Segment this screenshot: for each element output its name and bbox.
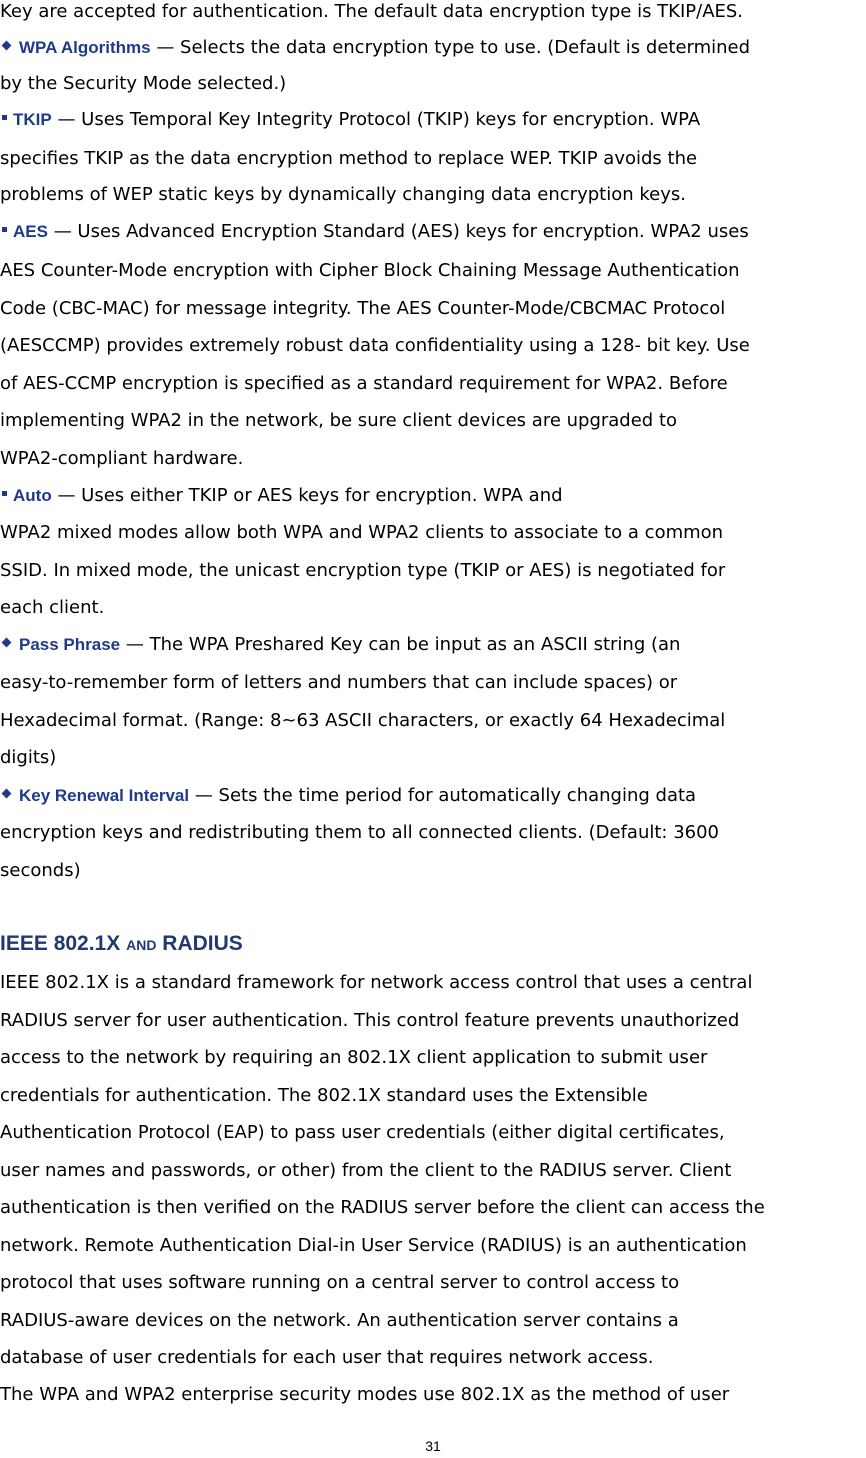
paragraph-line: encryption keys and redistributing them to all connected clients. (Default: 3600 xyxy=(0,822,720,843)
page-number: 31 xyxy=(425,1438,441,1454)
paragraph-line: protocol that uses software running on a central server to control access to xyxy=(0,1272,680,1293)
heading-part: RADIUS xyxy=(156,932,243,955)
bullet-item-wpa-algorithms xyxy=(0,36,866,60)
paragraph-line: easy-to-remember form of letters and numbers that can include spaces) or xyxy=(0,672,678,693)
paragraph-line: problems of WEP static keys by dynamically changing data encryption keys. xyxy=(0,184,686,205)
term-description: — Uses Temporal Key Integrity Protocol (TKIP) keys for encryption. WPA xyxy=(51,109,701,130)
paragraph-line: seconds) xyxy=(0,860,81,881)
paragraph-line: (AESCCMP) provides extremely robust data confidentiality using a 128- bit key. Use xyxy=(0,335,750,356)
term-description: — Selects the data encryption type to use. (Default is determined xyxy=(150,37,751,58)
paragraph-line: IEEE 802.1X is a standard framework for network access control that uses a central xyxy=(0,972,753,993)
paragraph-line: user names and passwords, or other) from the client to the RADIUS server. Client xyxy=(0,1160,732,1181)
term-label: AES xyxy=(13,222,48,241)
paragraph-line: WPA2-compliant hardware. xyxy=(0,448,244,469)
paragraph-line: SSID. In mixed mode, the unicast encryption type (TKIP or AES) is negotiated for xyxy=(0,560,726,581)
paragraph-line: Key are accepted for authentication. The default data encryption type is TKIP/AES. xyxy=(0,1,744,22)
term-label: Pass Phrase xyxy=(19,635,121,654)
paragraph-line: Authentication Protocol (EAP) to pass user credentials (either digital certificates, xyxy=(0,1122,725,1143)
square-bullet-icon xyxy=(2,115,7,120)
paragraph-line: digits) xyxy=(0,747,57,768)
paragraph-line: each client. xyxy=(0,597,105,618)
paragraph-line: by the Security Mode selected.) xyxy=(0,73,287,94)
term-description: — Sets the time period for automatically changing data xyxy=(189,785,697,806)
diamond-bullet-icon xyxy=(2,788,12,798)
bullet-item-key-renewal-interval xyxy=(0,784,866,808)
paragraph-line: AES Counter-Mode encryption with Cipher Block Chaining Message Authentication xyxy=(0,260,740,281)
paragraph-line: implementing WPA2 in the network, be sure client devices are upgraded to xyxy=(0,410,678,431)
bullet-item-pass-phrase xyxy=(0,633,866,657)
term-description: — The WPA Preshared Key can be input as an ASCII string (an xyxy=(120,634,681,655)
term-label: Key Renewal Interval xyxy=(19,786,190,805)
paragraph-line: RADIUS-aware devices on the network. An authentication server contains a xyxy=(0,1310,679,1331)
heading-small-caps: AND xyxy=(126,937,157,953)
sub-bullet-item-tkip xyxy=(0,108,866,132)
term-label: Auto xyxy=(13,486,52,505)
paragraph-line: credentials for authentication. The 802.1X standard uses the Extensible xyxy=(0,1085,648,1106)
sub-bullet-item-auto xyxy=(0,484,866,508)
sub-bullet-item-aes xyxy=(0,220,866,244)
paragraph-line: of AES-CCMP encryption is specified as a standard requirement for WPA2. Before xyxy=(0,373,728,394)
paragraph-line: Hexadecimal format. (Range: 8~63 ASCII characters, or exactly 64 Hexadecimal xyxy=(0,710,726,731)
diamond-bullet-icon xyxy=(2,40,12,50)
paragraph-line: Code (CBC-MAC) for message integrity. The AES Counter-Mode/CBCMAC Protocol xyxy=(0,298,726,319)
paragraph-line: network. Remote Authentication Dial-in User Service (RADIUS) is an authentication xyxy=(0,1235,747,1256)
section-heading xyxy=(0,930,243,959)
term-label: TKIP xyxy=(13,110,52,129)
paragraph-line: authentication is then verified on the RADIUS server before the client can access the xyxy=(0,1197,765,1218)
paragraph-line: The WPA and WPA2 enterprise security modes use 802.1X as the method of user xyxy=(0,1384,730,1405)
term-description: — Uses either TKIP or AES keys for encryption. WPA and xyxy=(51,485,563,506)
paragraph-line: database of user credentials for each user that requires network access. xyxy=(0,1347,654,1368)
term-description: — Uses Advanced Encryption Standard (AES) keys for encryption. WPA2 uses xyxy=(47,221,749,242)
paragraph-line: specifies TKIP as the data encryption method to replace WEP. TKIP avoids the xyxy=(0,148,698,169)
paragraph-line: RADIUS server for user authentication. This control feature prevents unauthorized xyxy=(0,1010,740,1031)
square-bullet-icon xyxy=(2,491,7,496)
diamond-bullet-icon xyxy=(2,637,12,647)
term-label: WPA Algorithms xyxy=(19,38,151,57)
heading-part: IEEE 802.1X xyxy=(0,932,127,955)
paragraph-line: WPA2 mixed modes allow both WPA and WPA2 clients to associate to a common xyxy=(0,522,724,543)
paragraph-line: access to the network by requiring an 802.1X client application to submit user xyxy=(0,1047,708,1068)
square-bullet-icon xyxy=(2,227,7,232)
